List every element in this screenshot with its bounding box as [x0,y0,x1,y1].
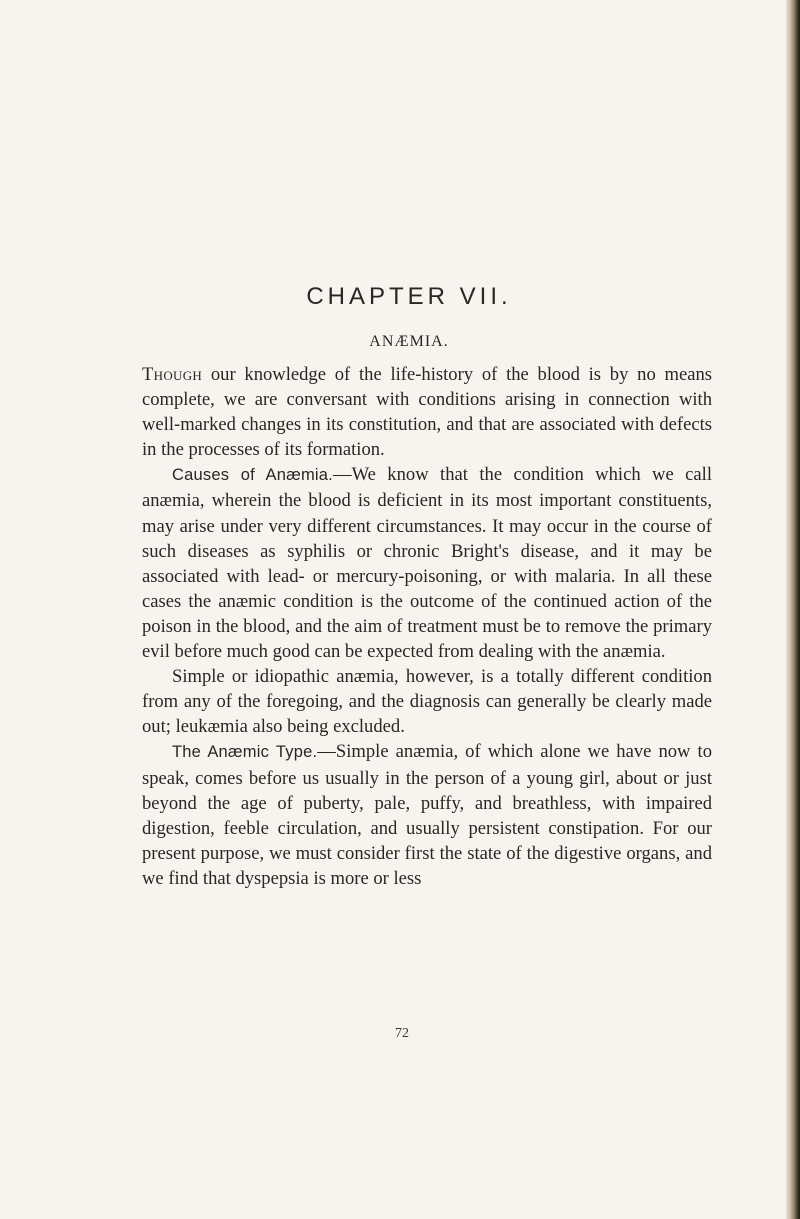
chapter-heading: CHAPTER VII. [306,283,512,310]
paragraph-2 [142,462,712,664]
page-number: 72 [395,1026,409,1041]
paragraph-1 [142,362,712,462]
paragraph-2-text: —We know that the condition which we call anæmia, wherein the blood is deficient in its most important constituents, may arise under very different circumstances. It may occur in the course of such diseases as syphilis or chronic Bright's disease, and it may be associated with lead- or mercury-poisoning, or with malaria. In all these cases the anæmic condition is the outcome of the continued action of the poison in the blood, and the aim of treatment must be to remove the primary evil before much good can be expected from dealing with the anæmia. [142,464,713,663]
paragraph-3 [142,664,712,739]
chapter-title: ANÆMIA. [369,333,449,350]
section-heading-anaemic-type: The Anæmic Type. [172,743,318,762]
paragraph-4 [142,739,712,891]
section-heading-causes: Causes of Anæmia. [172,466,333,485]
paragraph-4-text: —Simple anæmia, of which alone we have now to speak, comes before us usually in the person of a young girl, about or just beyond the age of puberty, pale, puffy, and breathless, with impaired digestion, feeble circulation, and usually persistent constipation. For our present purpose, we must consider first the state of the digestive organs, and we find that dyspepsia is more or less [142,741,712,889]
paragraph-3-text: Simple or idiopathic anæmia, however, is a totally different condition from any of the foregoing, and the diagnosis can generally be clearly made out; leukæmia also being excluded. [142,666,712,738]
paragraph-1-lead: Though [142,364,203,385]
paragraph-1-text: our knowledge of the life-history of the blood is by no means complete, we are conversant with conditions arising in connection with well-marked changes in its constitution, and that are associated with defects in the processes of its formation. [142,364,712,461]
body-text [142,362,712,891]
